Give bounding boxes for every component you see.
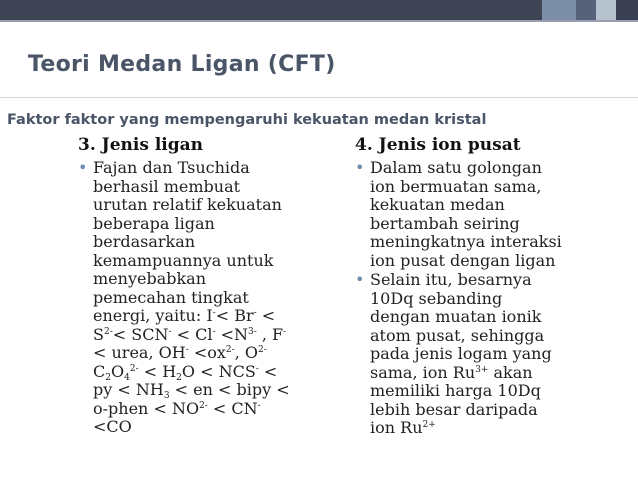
text-run: < Cl xyxy=(171,324,213,344)
charge-superscript: - xyxy=(255,363,259,374)
text-run: sama, ion Ru xyxy=(370,362,476,382)
text-run: < Br xyxy=(215,306,254,325)
text-line: beberapa ligan xyxy=(93,213,215,233)
count-subscript: 2 xyxy=(105,372,111,383)
charge-superscript: 2- xyxy=(103,326,113,337)
text-run: < CN xyxy=(207,398,258,418)
text-line xyxy=(370,419,610,438)
banner-accent-block xyxy=(542,0,576,20)
charge-superscript: 2- xyxy=(257,345,267,355)
text-line: Selain itu, besarnya xyxy=(370,270,532,289)
right-bullet-1 xyxy=(355,159,610,270)
right-column-heading: 4. Jenis ion pusat xyxy=(355,135,521,155)
slide-subtitle: Faktor faktor yang mempengaruhi kekuatan medan kristal xyxy=(7,112,487,128)
text-run: ion Ru xyxy=(370,418,423,437)
text-line: ion pusat dengan ligan xyxy=(370,250,556,270)
text-run: py < NH xyxy=(93,380,164,399)
text-line: kemampuannya untuk xyxy=(93,250,274,270)
charge-superscript: - xyxy=(253,308,257,318)
text-line: pemecahan tingkat xyxy=(93,287,249,307)
text-line: ion bermuatan sama, xyxy=(370,176,542,196)
slide-title: Teori Medan Ligan (CFT) xyxy=(28,52,336,77)
charge-superscript: - xyxy=(283,326,287,337)
banner-accent-block xyxy=(576,0,596,20)
charge-superscript: - xyxy=(168,326,172,337)
count-subscript: 3 xyxy=(163,391,170,401)
text-line: 10Dq sebanding xyxy=(370,288,503,308)
ligand-series-line: <CO xyxy=(93,417,132,436)
title-divider xyxy=(0,97,638,98)
text-line: kekuatan medan xyxy=(370,195,505,214)
ligand-series-line xyxy=(93,381,328,400)
text-run: < en < bipy < xyxy=(169,380,290,399)
ligand-series-line xyxy=(93,344,328,363)
text-line: menyebabkan xyxy=(93,269,207,288)
text-run: akan xyxy=(488,362,533,382)
text-run: O < NCS xyxy=(181,361,256,381)
text-run: < urea, OH xyxy=(93,343,186,362)
charge-superscript: 2- xyxy=(199,400,208,411)
ligand-series-line xyxy=(93,400,328,419)
text-line: lebih besar daripada xyxy=(370,399,538,419)
ligand-series-line xyxy=(93,326,328,345)
charge-superscript: - xyxy=(212,308,216,318)
text-run: <N xyxy=(215,324,248,344)
count-subscript: 4 xyxy=(124,372,130,383)
ligand-series-line xyxy=(93,363,328,382)
bullet-marker: • xyxy=(355,270,365,289)
count-subscript: 2 xyxy=(176,372,182,383)
text-line: Dalam satu golongan xyxy=(370,158,542,177)
text-run: , O xyxy=(234,343,258,362)
text-line: berhasil membuat xyxy=(93,176,241,196)
bullet-marker: • xyxy=(355,158,365,177)
charge-superscript: - xyxy=(185,345,189,355)
text-run: o-phen < NO xyxy=(93,398,200,418)
text-run: < xyxy=(258,361,278,381)
text-run: < H xyxy=(138,361,177,381)
charge-superscript: 2- xyxy=(225,345,235,355)
text-run: C xyxy=(93,361,106,381)
text-run: < SCN xyxy=(112,324,169,344)
ligand-series-line xyxy=(93,307,328,326)
right-column xyxy=(355,135,610,438)
banner-accent-block xyxy=(596,0,616,20)
bullet-marker: • xyxy=(78,158,88,177)
text-line: bertambah seiring xyxy=(370,213,520,233)
text-line: berdasarkan xyxy=(93,232,196,251)
text-run: O xyxy=(110,361,125,381)
charge-superscript: - xyxy=(212,326,216,337)
text-line: Fajan dan Tsuchida xyxy=(93,158,250,177)
left-column xyxy=(78,135,328,437)
right-bullet-2 xyxy=(355,271,610,438)
text-line: atom pusat, sehingga xyxy=(370,325,545,345)
text-line: urutan relatif kekuatan xyxy=(93,195,282,214)
text-run: energi, yaitu: I xyxy=(93,306,213,325)
text-line: dengan muatan ionik xyxy=(370,307,542,326)
charge-superscript: 2- xyxy=(129,363,139,374)
charge-superscript: 2+ xyxy=(422,420,436,430)
text-run: , F xyxy=(256,324,284,344)
left-bullet-1 xyxy=(78,159,328,437)
text-line: pada jenis logam yang xyxy=(370,344,552,363)
text-line xyxy=(370,364,610,383)
text-run: S xyxy=(93,324,104,344)
text-line: memiliki harga 10Dq xyxy=(370,381,541,400)
text-run: < xyxy=(256,306,276,325)
left-column-heading: 3. Jenis ligan xyxy=(78,135,204,155)
top-banner xyxy=(0,0,638,22)
text-run: <ox xyxy=(188,343,226,362)
charge-superscript: - xyxy=(257,400,261,411)
charge-superscript: 3- xyxy=(247,326,257,337)
charge-superscript: 3+ xyxy=(475,364,489,375)
banner-accent-block xyxy=(616,0,638,20)
text-line: meningkatnya interaksi xyxy=(370,232,562,251)
